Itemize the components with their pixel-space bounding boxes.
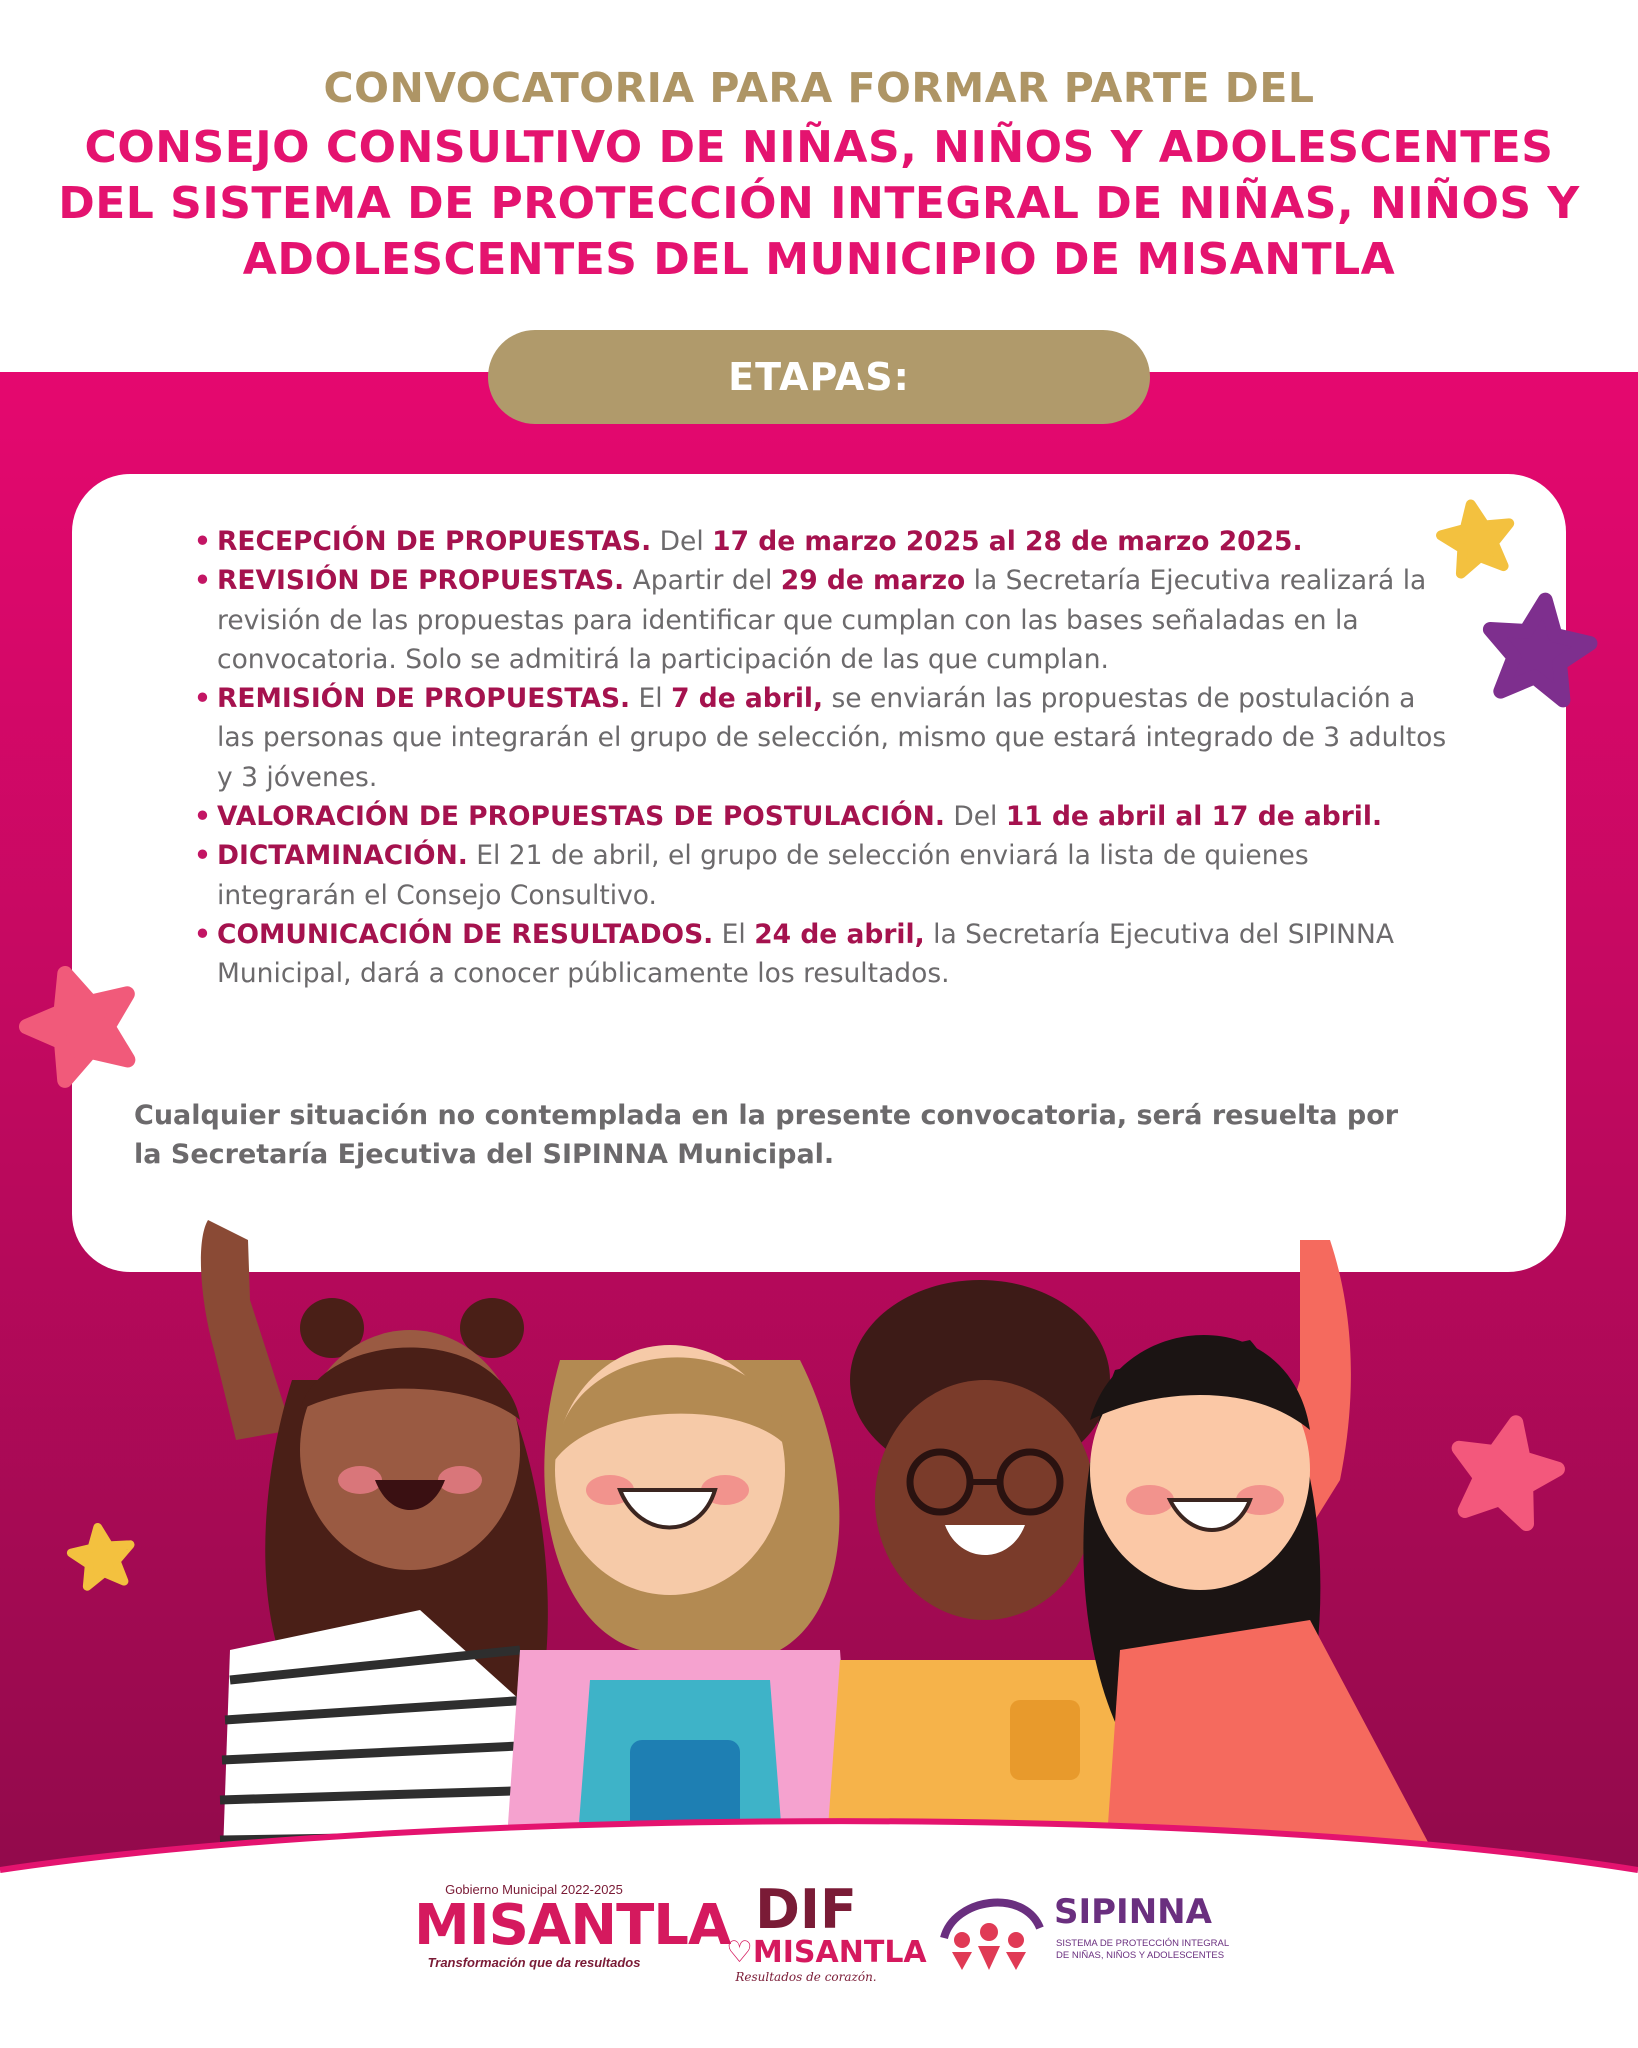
sipinna-logo-name: SIPINNA [1054,1892,1212,1932]
header-line-3: DEL SISTEMA DE PROTECCIÓN INTEGRAL DE NIÑAS, NIÑOS Y [58,178,1580,229]
header-line-4: ADOLESCENTES DEL MUNICIPIO DE MISANTLA [242,234,1396,285]
star-icon [1482,593,1595,703]
stage-text: El [713,918,755,950]
stage-date: 7 de abril, [671,683,824,715]
stage-text: la Secretaría Ejecutiva realizará la revisión de las propuestas para identificar que cumplan con las bases señaladas en la convocatoria. Solo se admitirá la participación de las que cumplan. [217,565,1427,675]
star-icon [1437,499,1517,576]
misantla-logo-tagline: Transformación que da resultados [427,1955,641,1970]
header-line-1: CONVOCATORIA PARA FORMAR PARTE DEL [323,64,1315,112]
misantla-logo-top: Gobierno Municipal 2022-2025 [445,1882,623,1897]
stage-text: Del [651,526,713,557]
stage-text: se enviarán las propuestas de postulación a las personas que integrarán el grupo de selección, mismo que estará integrado de 3 adultos y 3 jóvenes. [217,683,1447,793]
dif-logo-sub: ♡MISANTLA [726,1935,927,1970]
stage-text: la Secretaría Ejecutiva del SIPINNA Municipal, dará a conocer públicamente los resultados. [217,918,1394,990]
sipinna-logo-sub2: DE NIÑAS, NIÑOS Y ADOLESCENTES [1056,1950,1225,1961]
stage-title: COMUNICACIÓN DE RESULTADOS. [217,918,714,950]
sipinna-emblem-icon [934,1888,1044,1970]
header-line-2: CONSEJO CONSULTIVO DE NIÑAS, NIÑOS Y ADOLESCENTES [84,122,1554,173]
stage-text: Del [944,801,1006,833]
dif-logo-name: DIF [755,1878,857,1941]
stage-title: REMISIÓN DE PROPUESTAS. [217,683,631,715]
stage-title: RECEPCIÓN DE PROPUESTAS. [217,526,652,557]
stage-date: 24 de abril, [754,918,925,950]
misantla-logo-name: MISANTLA [414,1893,731,1958]
stage-date: 17 de marzo 2025 al 28 de marzo 2025. [712,526,1303,557]
stage-title: DICTAMINACIÓN. [217,840,468,872]
stage-date: 11 de abril al 17 de abril. [1005,801,1383,833]
section-label: ETAPAS: [728,355,910,399]
stage-title: REVISIÓN DE PROPUESTAS. [217,565,625,597]
sipinna-logo-sub1: SISTEMA DE PROTECCIÓN INTEGRAL [1056,1938,1230,1949]
dif-logo-tagline: Resultados de corazón. [735,1970,877,1984]
stage-text: El [630,683,672,715]
heart-icon: ♡ [726,1935,753,1970]
stage-date: 29 de marzo [780,565,966,597]
star-icon [15,957,147,1086]
stage-text: Apartir del [624,565,781,597]
misantla-logo [414,1882,731,1970]
closing-note: Cualquier situación no contemplada en la presente convocatoria, será resuelta por la Secretaría Ejecutiva del SIPINNA Municipal. [134,1100,1399,1170]
stage-title: VALORACIÓN DE PROPUESTAS DE POSTULACIÓN. [217,801,945,833]
sipinna-logo [934,1888,1234,1978]
dif-logo [726,1878,927,1984]
stage-text: El 21 de abril, el grupo de selección enviará la lista de quienes integrarán el Consejo Consultivo. [217,840,1309,911]
